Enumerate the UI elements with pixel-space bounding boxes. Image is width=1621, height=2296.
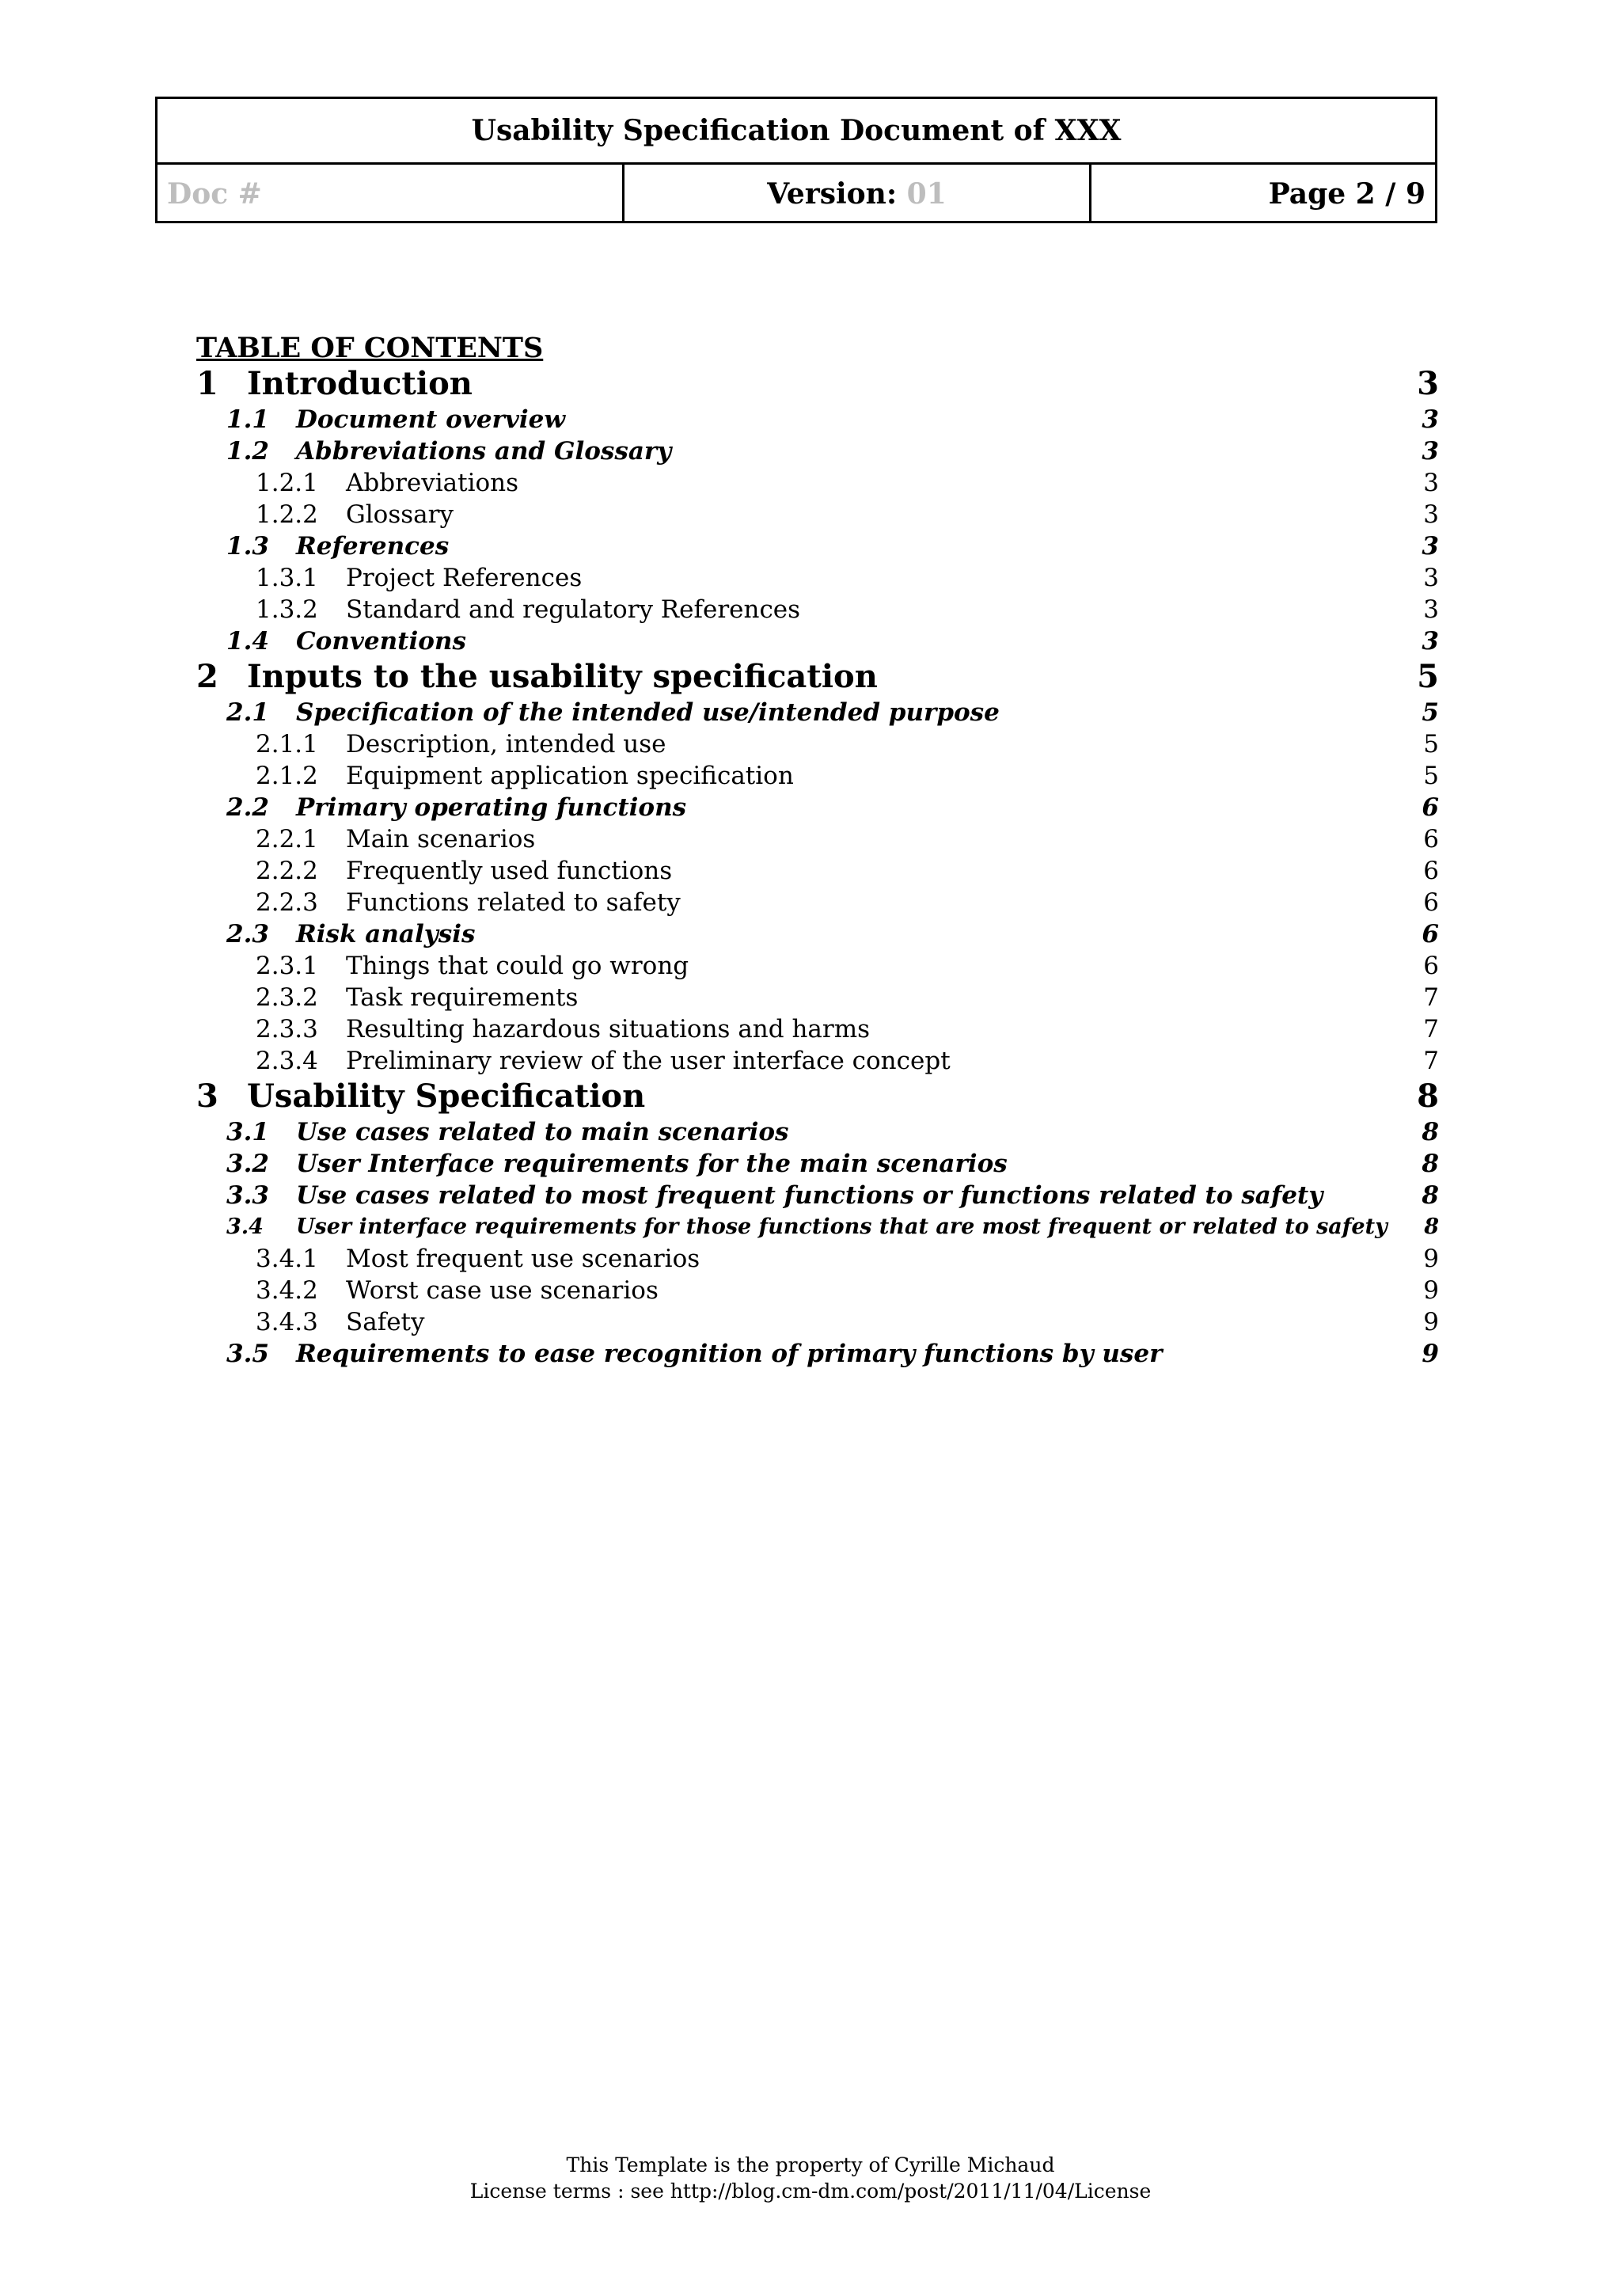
toc-entry-number: 1.3.1	[256, 564, 318, 592]
header-info-row	[158, 165, 1435, 223]
toc-entry-3-4[interactable]	[196, 1211, 1439, 1243]
toc-entry-page: 5	[1423, 762, 1439, 790]
toc-entry-1-2-2[interactable]	[196, 499, 1439, 530]
toc-entry-number: 3.4.3	[256, 1308, 318, 1336]
toc-entry-title: Project References	[346, 564, 583, 592]
toc-entry-number: 1.4	[226, 627, 269, 656]
toc-entry-text	[226, 792, 686, 823]
toc-entry-text	[256, 1306, 425, 1338]
document-header	[155, 97, 1437, 223]
toc-entry-number: 3.3	[226, 1181, 269, 1210]
toc-entry-number: 2.1	[226, 698, 269, 727]
toc-entry-text	[256, 855, 672, 887]
toc-entry-title: Usability Specification	[247, 1078, 646, 1115]
toc-entry-text	[256, 594, 800, 625]
toc-entry-number: 2.2.2	[256, 857, 318, 885]
toc-entry-number: 2.3.2	[256, 983, 318, 1012]
doc-number-label: Doc #	[158, 165, 624, 223]
footer-license-line: License terms : see http://blog.cm-dm.com/post/2011/11/04/License	[469, 2180, 1152, 2203]
toc-entry-title: Risk analysis	[296, 920, 476, 948]
toc-entry-number: 3.5	[226, 1340, 269, 1368]
toc-entry-page: 3	[1422, 532, 1439, 561]
toc-entry-text	[256, 823, 535, 855]
toc-entry-2-3-4[interactable]	[196, 1045, 1439, 1077]
toc-entry-3-4-3[interactable]	[196, 1306, 1439, 1338]
toc-entry-title: Functions related to safety	[346, 888, 681, 917]
toc-entry-title: Specification of the intended use/intended purpose	[296, 698, 1000, 727]
toc-entry-text	[256, 728, 666, 760]
toc-entry-text	[256, 467, 518, 499]
toc-entry-page: 5	[1422, 698, 1439, 727]
toc-entry-text	[226, 404, 565, 435]
toc-entry-title: Use cases related to most frequent functions or functions related to safety	[296, 1181, 1323, 1210]
toc-entry-page: 3	[1423, 595, 1439, 624]
toc-entry-title: Preliminary review of the user interface concept	[346, 1047, 951, 1075]
toc-entry-title: Things that could go wrong	[346, 952, 689, 980]
toc-entry-text	[256, 760, 794, 792]
toc-entry-title: Resulting hazardous situations and harms	[346, 1015, 871, 1043]
toc-entry-title: Abbreviations	[346, 469, 519, 497]
toc-entry-3-3[interactable]	[196, 1180, 1439, 1211]
toc-entry-1[interactable]	[196, 364, 1439, 404]
toc-entry-number: 1	[196, 365, 218, 402]
page-footer	[0, 2152, 1621, 2204]
toc-entry-text	[196, 657, 878, 697]
toc-entry-text	[226, 1211, 1388, 1243]
toc-entry-number: 3.4.1	[256, 1245, 318, 1273]
toc-entry-3-5[interactable]	[196, 1338, 1439, 1370]
toc-entry-text	[226, 435, 671, 467]
toc-entry-2-3-2[interactable]	[196, 982, 1439, 1013]
toc-entry-title: Equipment application specification	[346, 762, 794, 790]
toc-entry-3-1[interactable]	[196, 1116, 1439, 1148]
table-of-contents	[196, 364, 1439, 1370]
toc-entry-page: 3	[1422, 405, 1439, 434]
toc-entry-text	[226, 697, 1000, 728]
toc-entry-text	[256, 1045, 951, 1077]
toc-entry-page: 8	[1422, 1118, 1439, 1146]
toc-entry-2-2-1[interactable]	[196, 823, 1439, 855]
toc-entry-2-2[interactable]	[196, 792, 1439, 823]
toc-entry-page: 3	[1423, 469, 1439, 497]
toc-entry-1-3-2[interactable]	[196, 594, 1439, 625]
document-title: Usability Specification Document of XXX	[158, 99, 1435, 165]
toc-entry-text	[226, 530, 449, 562]
toc-entry-1-3[interactable]	[196, 530, 1439, 562]
toc-entry-text	[226, 1148, 1008, 1180]
toc-entry-3-4-2[interactable]	[196, 1275, 1439, 1306]
toc-entry-number: 1.3	[226, 532, 269, 561]
toc-entry-page: 8	[1422, 1150, 1439, 1178]
toc-entry-title: User Interface requirements for the main scenarios	[296, 1150, 1008, 1178]
toc-entry-title: Document overview	[296, 405, 566, 434]
toc-entry-text	[226, 625, 466, 657]
version-value: 01	[906, 177, 947, 211]
toc-entry-text	[196, 364, 473, 404]
toc-entry-number: 3.1	[226, 1118, 269, 1146]
toc-entry-page: 3	[1417, 365, 1439, 402]
version-cell	[624, 165, 1091, 223]
toc-entry-text	[226, 1116, 789, 1148]
toc-entry-title: References	[296, 532, 450, 561]
toc-entry-number: 3.4.2	[256, 1276, 318, 1305]
toc-entry-page: 6	[1422, 920, 1439, 948]
toc-entry-number: 2.2.3	[256, 888, 318, 917]
toc-heading: TABLE OF CONTENTS	[196, 332, 544, 364]
toc-entry-2-1[interactable]	[196, 697, 1439, 728]
toc-entry-number: 1.2.2	[256, 500, 318, 529]
page-number: Page 2 / 9	[1268, 177, 1425, 211]
toc-entry-number: 2.2.1	[256, 825, 318, 853]
toc-entry-page: 3	[1423, 564, 1439, 592]
toc-entry-title: Standard and regulatory References	[346, 595, 801, 624]
toc-entry-number: 3	[196, 1078, 218, 1115]
toc-entry-page: 6	[1422, 793, 1439, 822]
toc-entry-2-1-2[interactable]	[196, 760, 1439, 792]
toc-entry-page: 7	[1423, 1047, 1439, 1075]
toc-entry-page: 6	[1423, 825, 1439, 853]
toc-entry-title: Inputs to the usability specification	[247, 658, 878, 695]
toc-entry-2-3-3[interactable]	[196, 1013, 1439, 1045]
toc-entry-page: 6	[1423, 857, 1439, 885]
toc-entry-page: 5	[1417, 658, 1439, 695]
toc-entry-title: Task requirements	[346, 983, 579, 1012]
toc-entry-title: Conventions	[296, 627, 466, 656]
toc-entry-number: 2	[196, 658, 218, 695]
toc-entry-2-3-1[interactable]	[196, 950, 1439, 982]
toc-entry-title: Description, intended use	[346, 730, 666, 758]
toc-entry-page: 5	[1423, 730, 1439, 758]
toc-entry-page: 9	[1423, 1276, 1439, 1305]
toc-entry-title: Primary operating functions	[296, 793, 687, 822]
toc-entry-text	[226, 1338, 1162, 1370]
toc-entry-3-2[interactable]	[196, 1148, 1439, 1180]
toc-entry-title: User interface requirements for those functions that are most frequent or related to safety	[296, 1215, 1388, 1239]
version-label: Version:	[767, 177, 898, 211]
toc-entry-2-2-3[interactable]	[196, 887, 1439, 918]
toc-entry-number: 1.2.1	[256, 469, 318, 497]
toc-entry-title: Glossary	[346, 500, 454, 529]
toc-entry-number: 2.3.3	[256, 1015, 318, 1043]
toc-entry-number: 2.2	[226, 793, 269, 822]
toc-entry-text	[256, 562, 582, 594]
toc-entry-text	[256, 887, 681, 918]
toc-entry-title: Safety	[346, 1308, 425, 1336]
toc-entry-2[interactable]	[196, 657, 1439, 697]
toc-entry-page: 6	[1423, 952, 1439, 980]
toc-entry-number: 1.1	[226, 405, 269, 434]
toc-entry-number: 2.3.4	[256, 1047, 318, 1075]
toc-entry-text	[226, 1180, 1323, 1211]
toc-entry-2-1-1[interactable]	[196, 728, 1439, 760]
toc-entry-text	[196, 1077, 645, 1116]
toc-entry-text	[226, 918, 475, 950]
toc-entry-page: 7	[1423, 983, 1439, 1012]
toc-entry-text	[256, 1013, 870, 1045]
toc-entry-number: 2.3	[226, 920, 269, 948]
toc-entry-page: 3	[1422, 627, 1439, 656]
toc-entry-page: 8	[1422, 1181, 1439, 1210]
toc-entry-number: 1.3.2	[256, 595, 318, 624]
toc-entry-title: Frequently used functions	[346, 857, 673, 885]
toc-entry-text	[256, 499, 454, 530]
toc-entry-2-2-2[interactable]	[196, 855, 1439, 887]
toc-entry-title: Worst case use scenarios	[346, 1276, 659, 1305]
toc-entry-title: Introduction	[247, 365, 473, 402]
toc-entry-1-2[interactable]	[196, 435, 1439, 467]
toc-entry-title: Abbreviations and Glossary	[296, 437, 672, 466]
toc-entry-number: 2.3.1	[256, 952, 318, 980]
toc-entry-1-3-1[interactable]	[196, 562, 1439, 594]
toc-entry-page: 7	[1423, 1015, 1439, 1043]
toc-entry-3[interactable]	[196, 1077, 1439, 1116]
toc-entry-page: 8	[1417, 1078, 1439, 1115]
toc-entry-number: 2.1.2	[256, 762, 318, 790]
toc-entry-title: Use cases related to main scenarios	[296, 1118, 789, 1146]
toc-entry-1-1[interactable]	[196, 404, 1439, 435]
toc-entry-page: 8	[1424, 1215, 1439, 1239]
toc-entry-3-4-1[interactable]	[196, 1243, 1439, 1275]
toc-entry-text	[256, 950, 689, 982]
toc-entry-page: 9	[1423, 1245, 1439, 1273]
toc-entry-title: Requirements to ease recognition of primary functions by user	[296, 1340, 1163, 1368]
toc-entry-page: 9	[1423, 1308, 1439, 1336]
toc-entry-text	[256, 1243, 700, 1275]
toc-entry-text	[256, 982, 578, 1013]
toc-entry-number: 1.2	[226, 437, 269, 466]
toc-entry-number: 2.1.1	[256, 730, 318, 758]
toc-entry-number: 3.4	[226, 1215, 264, 1239]
footer-property-line: This Template is the property of Cyrille Michaud	[566, 2153, 1055, 2176]
toc-entry-page: 9	[1422, 1340, 1439, 1368]
toc-entry-title: Main scenarios	[346, 825, 536, 853]
toc-entry-number: 3.2	[226, 1150, 269, 1178]
toc-entry-page: 3	[1422, 437, 1439, 466]
toc-entry-text	[256, 1275, 659, 1306]
toc-entry-title: Most frequent use scenarios	[346, 1245, 700, 1273]
toc-entry-1-4[interactable]	[196, 625, 1439, 657]
toc-entry-page: 3	[1423, 500, 1439, 529]
toc-entry-2-3[interactable]	[196, 918, 1439, 950]
toc-entry-page: 6	[1423, 888, 1439, 917]
toc-entry-1-2-1[interactable]	[196, 467, 1439, 499]
